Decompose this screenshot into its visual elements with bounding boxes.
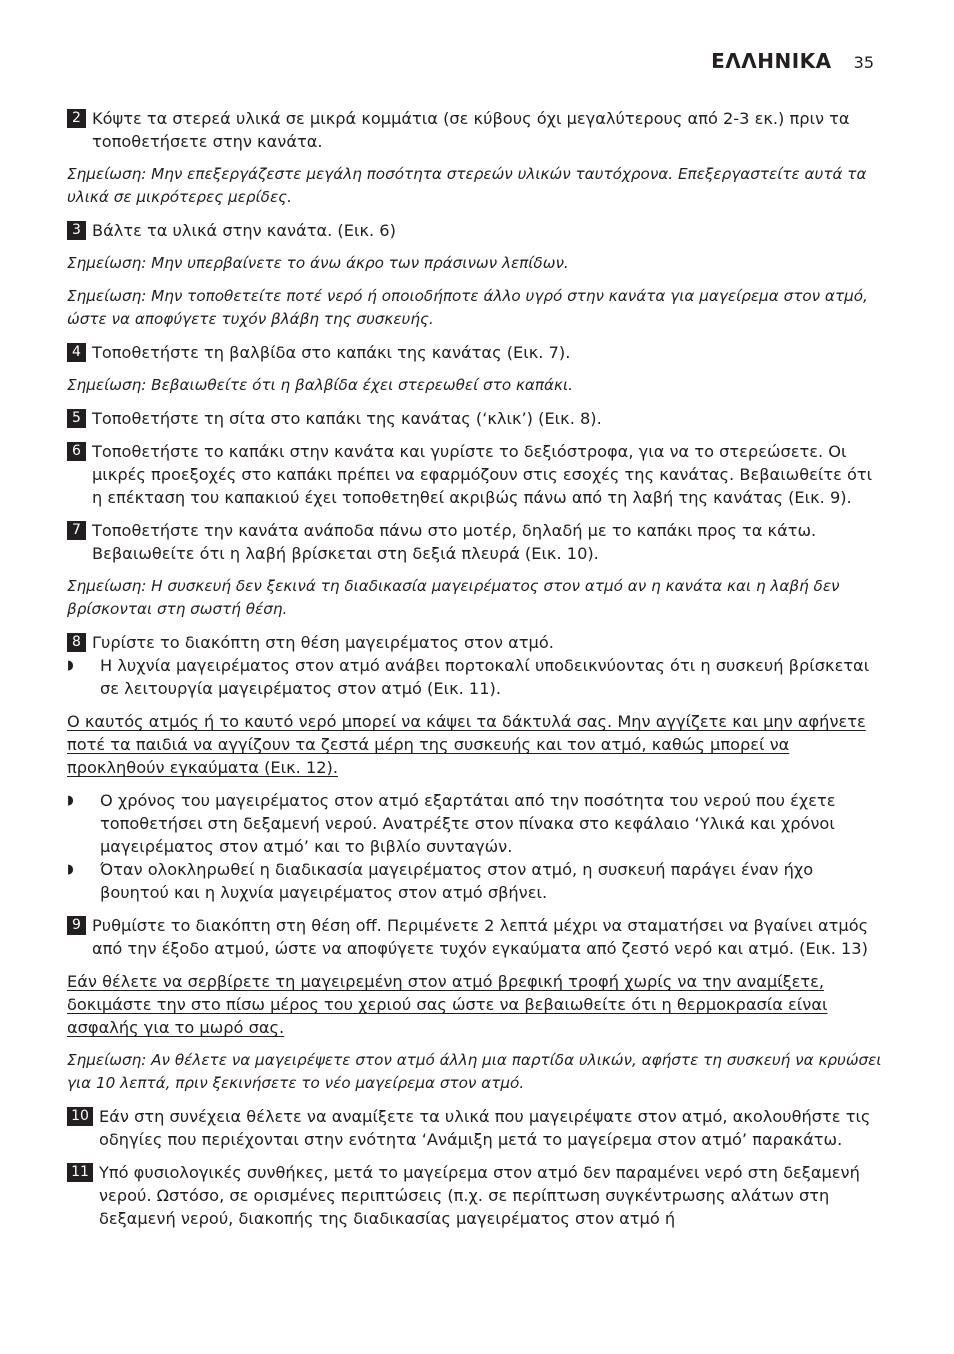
- bullet-arrow-icon: ◗: [67, 793, 74, 808]
- step-number: 5: [67, 409, 86, 428]
- bullet-text: Ο χρόνος του μαγειρέματος στον ατμό εξαρτάται από την ποσότητα του νερού που έχετε τοποθετήσει στη δεξαμενή νερού. Ανατρέξτε στον πίνακα στο κεφάλαιο ‘Υλικά και χρόνοι μαγειρέματος στον ατμό’ και το βιβλίο συνταγών.: [100, 791, 836, 856]
- page-content: [67, 107, 887, 1230]
- info-bullet: [67, 858, 887, 904]
- step-text: Υπό φυσιολογικές συνθήκες, μετά το μαγείρεμα στον ατμό δεν παραμένει νερό στη δεξαμενή νερού. Ωστόσο, σε ορισμένες περιπτώσεις (π.χ. σε περίπτωση συγκέντρωσης αλάτων στη δεξαμενή νερού, διακοπής της διαδικασίας μαγειρέματος στον ατμό ή: [99, 1163, 860, 1228]
- step-number: 10: [67, 1107, 93, 1126]
- step-11: [67, 1161, 887, 1230]
- step-text: Τοποθετήστε το καπάκι στην κανάτα και γυρίστε το δεξιόστροφα, για να το στερεώσετε. Οι μικρές προεξοχές στο καπάκι πρέπει να εφαρμόζουν στις εσοχές της κανάτας. Βεβαιωθείτε ότι η επέκταση του καπακιού έχει τοποθετηθεί ακριβώς πάνω από τη λαβή της κανάτας (Εικ. 9).: [92, 442, 873, 507]
- step-number: 7: [67, 521, 86, 540]
- note: Σημείωση: Αν θέλετε να μαγειρέψετε στον ατμό άλλη μια παρτίδα υλικών, αφήστε τη συσκευή να κρυώσει για 10 λεπτά, πριν ξεκινήσετε το νέο μαγείρεμα στον ατμό.: [67, 1051, 882, 1092]
- note: Σημείωση: Μην επεξεργάζεστε μεγάλη ποσότητα στερεών υλικών ταυτόχρονα. Επεξεργαστείτε αυτά τα υλικά σε μικρότερες μερίδες.: [67, 165, 867, 206]
- note: Σημείωση: Η συσκευή δεν ξεκινά τη διαδικασία μαγειρέματος στον ατμό αν η κανάτα και η λαβή δεν βρίσκονται στη σωστή θέση.: [67, 577, 840, 618]
- page-number: 35: [853, 53, 874, 72]
- step-text: Βάλτε τα υλικά στην κανάτα. (Εικ. 6): [92, 221, 396, 240]
- step-text: Γυρίστε το διακόπτη στη θέση μαγειρέματος στον ατμό.: [92, 633, 554, 652]
- step-2: [67, 107, 887, 153]
- step-text: Τοποθετήστε την κανάτα ανάποδα πάνω στο μοτέρ, δηλαδή με το καπάκι προς τα κάτω. Βεβαιωθείτε ότι η λαβή βρίσκεται στη δεξιά πλευρά (Εικ. 10).: [92, 521, 817, 563]
- language-title: ΕΛΛΗΝΙΚΑ: [711, 49, 832, 73]
- step-6: [67, 440, 887, 509]
- step-7: [67, 519, 887, 565]
- step-text: Τοποθετήστε τη βαλβίδα στο καπάκι της κανάτας (Εικ. 7).: [92, 343, 571, 362]
- info-bullet: [67, 789, 887, 858]
- bullet-text: Όταν ολοκληρωθεί η διαδικασία μαγειρέματος στον ατμό, η συσκευή παράγει έναν ήχο βουητού και η λυχνία μαγειρέματος στον ατμό σβήνει.: [100, 860, 814, 902]
- step-text: Κόψτε τα στερεά υλικά σε μικρά κομμάτια (σε κύβους όχι μεγαλύτερους από 2-3 εκ.) πριν τα τοποθετήσετε στην κανάτα.: [92, 109, 850, 151]
- step-number: 8: [67, 633, 86, 652]
- bullet-arrow-icon: ◗: [67, 862, 74, 877]
- bullet-arrow-icon: ◗: [67, 658, 74, 673]
- warning: Ο καυτός ατμός ή το καυτό νερό μπορεί να κάψει τα δάκτυλά σας. Μην αγγίζετε και μην αφήνετε ποτέ τα παιδιά να αγγίζουν τα ζεστά μέρη της συσκευής και τον ατμό, καθώς μπορεί να προκληθούν εγκαύματα (Εικ. 12).: [67, 712, 866, 777]
- warning: Εάν θέλετε να σερβίρετε τη μαγειρεμένη στον ατμό βρεφική τροφή χωρίς να την αναμίξετε, δοκιμάστε την στο πίσω μέρος του χεριού σας ώστε να βεβαιωθείτε ότι η θερμοκρασία είναι ασφαλής για το μωρό σας.: [67, 972, 828, 1037]
- step-number: 6: [67, 442, 86, 461]
- step-number: 3: [67, 221, 86, 240]
- step-8: [67, 631, 887, 654]
- bullet-text: Η λυχνία μαγειρέματος στον ατμό ανάβει πορτοκαλί υποδεικνύοντας ότι η συσκευή βρίσκεται σε λειτουργία μαγειρέματος στον ατμό (Εικ. 11).: [100, 656, 870, 698]
- step-text: Εάν στη συνέχεια θέλετε να αναμίξετε τα υλικά που μαγειρέψατε στον ατμό, ακολουθήστε τις οδηγίες που περιέχονται στην ενότητα ‘Ανάμιξη μετά το μαγείρεμα στον ατμό’ παρακάτω.: [99, 1107, 871, 1149]
- step-10: [67, 1105, 887, 1151]
- step-number: 4: [67, 343, 86, 362]
- page-header: [711, 49, 874, 73]
- note: Σημείωση: Βεβαιωθείτε ότι η βαλβίδα έχει στερεωθεί στο καπάκι.: [67, 376, 573, 394]
- note: Σημείωση: Μην τοποθετείτε ποτέ νερό ή οποιοδήποτε άλλο υγρό στην κανάτα για μαγείρεμα στον ατμό, ώστε να αποφύγετε τυχόν βλάβη της συσκευής.: [67, 287, 868, 328]
- step-9: [67, 914, 887, 960]
- step-text: Τοποθετήστε τη σίτα στο καπάκι της κανάτας (‘κλικ’) (Εικ. 8).: [92, 409, 602, 428]
- step-4: [67, 341, 887, 364]
- note: Σημείωση: Μην υπερβαίνετε το άνω άκρο των πράσινων λεπίδων.: [67, 254, 569, 272]
- step-3: [67, 219, 887, 242]
- step-text: Ρυθμίστε το διακόπτη στη θέση off. Περιμένετε 2 λεπτά μέχρι να σταματήσει να βγαίνει ατμός από την έξοδο ατμού, ώστε να αποφύγετε τυχόν εγκαύματα από ζεστό νερό και ατμό. (Εικ. 13): [92, 916, 869, 958]
- step-number: 11: [67, 1163, 93, 1182]
- result-bullet: [67, 654, 887, 700]
- step-number: 2: [67, 109, 86, 128]
- step-5: [67, 407, 887, 430]
- step-number: 9: [67, 916, 86, 935]
